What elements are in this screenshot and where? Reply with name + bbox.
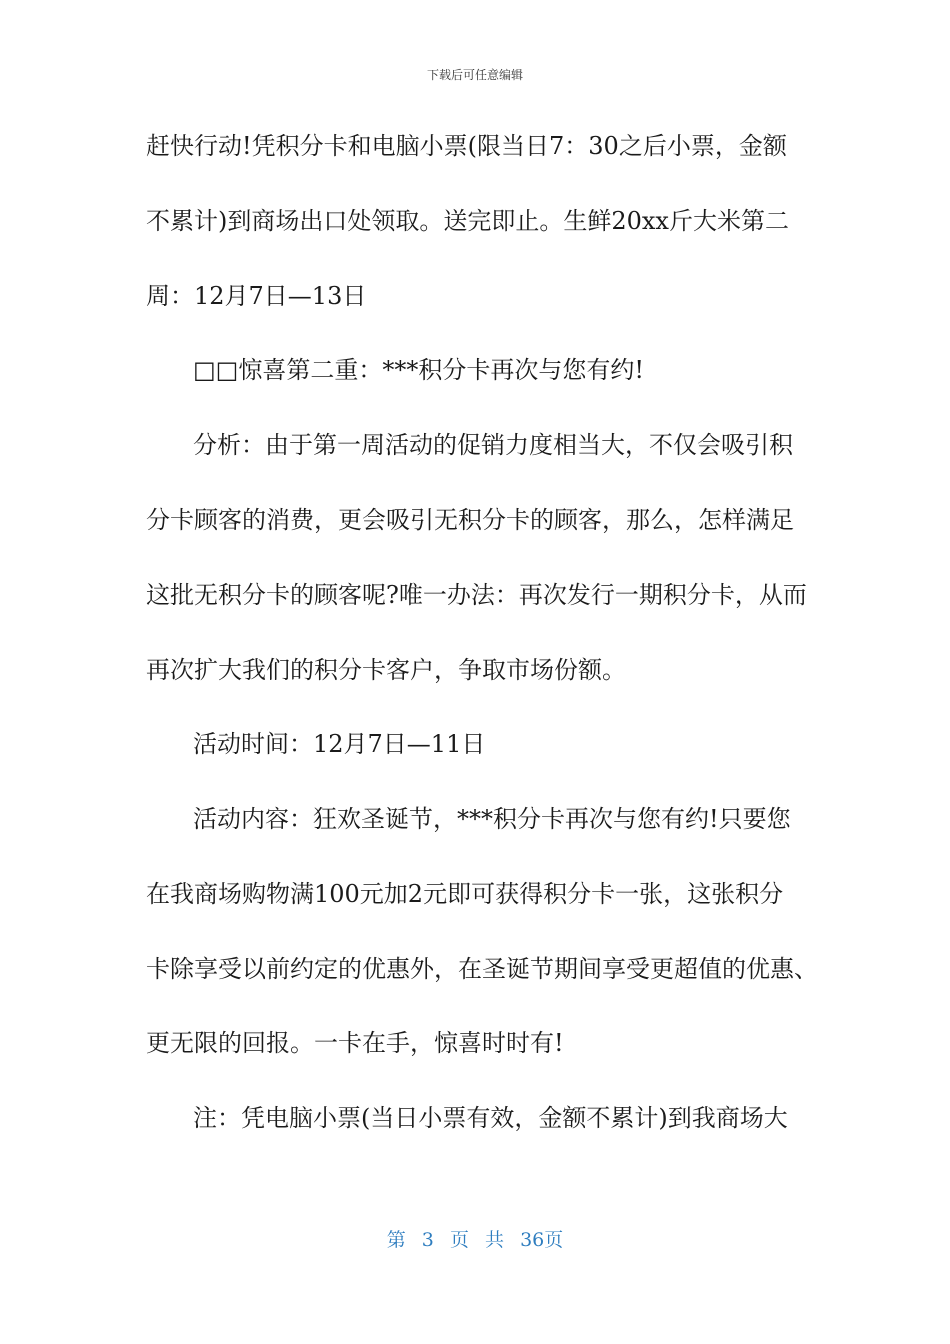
page-current: 3 [421,1229,434,1251]
text-line: 更无限的回报。一卡在手，惊喜时时有! [146,1029,564,1057]
page-total-label: 共 [485,1229,505,1251]
page-footer [0,1225,950,1252]
text-line: 在我商场购物满100元加2元即可获得积分卡一张，这张积分 [146,880,784,908]
page-header-note: 下载后可任意编辑 [426,68,523,82]
text-line: 不累计)到商场出口处领取。送完即止。生鲜20xx斤大米第二 [146,207,789,235]
text-line: 赶快行动!凭积分卡和电脑小票(限当日7：30之后小票，金额 [146,132,787,160]
text-line: 活动时间：12月7日—11日 [193,730,486,758]
text-line: 活动内容：狂欢圣诞节，***积分卡再次与您有约!只要您 [193,805,791,833]
text-line: 周：12月7日—13日 [146,282,367,310]
page-total: 36页 [520,1229,564,1251]
page-label: 页 [449,1229,469,1251]
text-line: 再次扩大我们的积分卡客户，争取市场份额。 [146,656,626,684]
text-line: 这批无积分卡的顾客呢?唯一办法：再次发行一期积分卡，从而 [146,581,807,609]
text-line: 注：凭电脑小票(当日小票有效，金额不累计)到我商场大 [193,1104,788,1132]
section-heading: □□惊喜第二重：***积分卡再次与您有约! [193,356,644,384]
page-prefix: 第 [386,1229,406,1251]
text-line: 卡除享受以前约定的优惠外，在圣诞节期间享受更超值的优惠、 [146,955,818,983]
text-line: 分析：由于第一周活动的促销力度相当大，不仅会吸引积 [193,431,793,459]
text-line: 分卡顾客的消费，更会吸引无积分卡的顾客，那么，怎样满足 [146,506,794,534]
